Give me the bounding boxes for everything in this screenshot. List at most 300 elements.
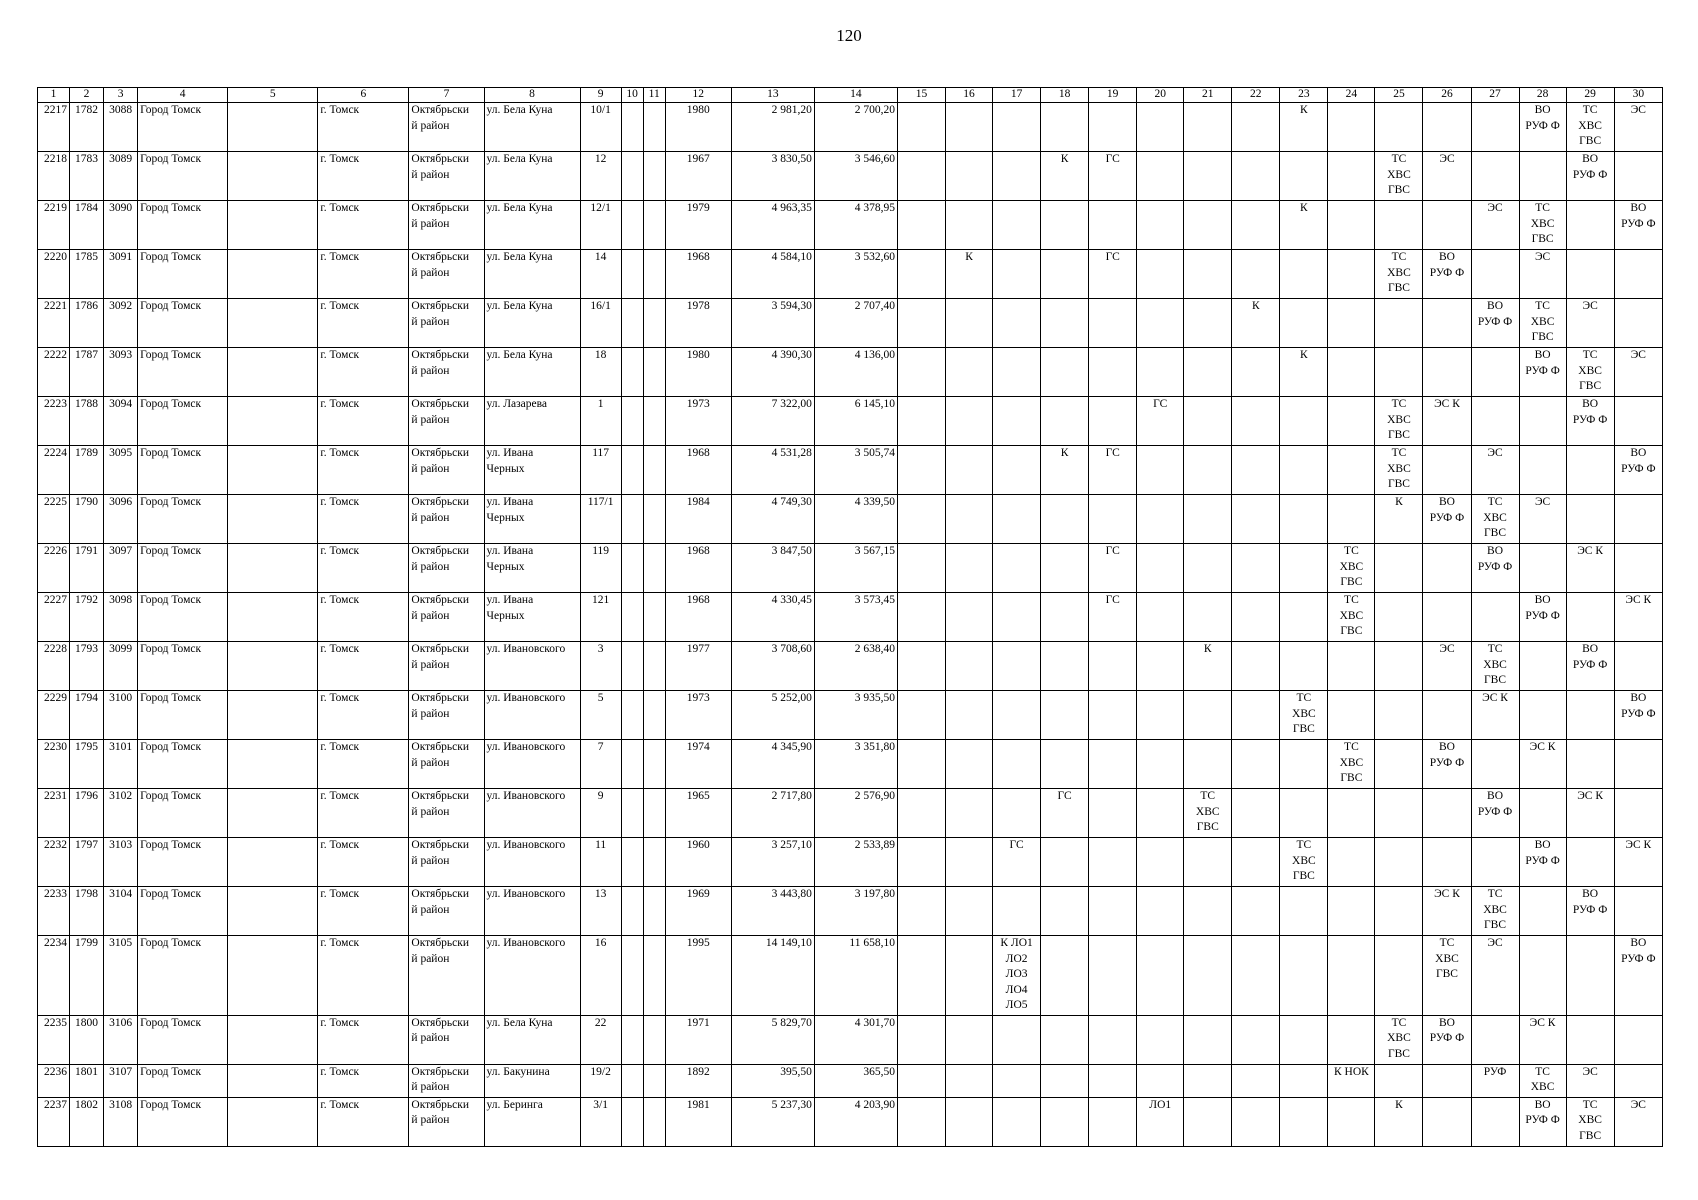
table-cell bbox=[1137, 642, 1184, 691]
table-cell: 117/1 bbox=[580, 495, 621, 544]
table-row bbox=[38, 348, 1663, 397]
table-cell bbox=[643, 838, 665, 887]
table-cell bbox=[993, 397, 1041, 446]
table-cell: 1979 bbox=[665, 201, 731, 250]
table-cell: 3098 bbox=[104, 593, 138, 642]
table-cell bbox=[228, 544, 318, 593]
table-cell bbox=[1280, 544, 1328, 593]
column-header: 26 bbox=[1423, 88, 1471, 103]
table-cell: ЭС bbox=[1519, 495, 1566, 544]
table-cell: г. Томск bbox=[318, 1097, 409, 1146]
table-cell: 1796 bbox=[70, 789, 104, 838]
table-cell: 3101 bbox=[104, 740, 138, 789]
table-cell: Город Томск bbox=[138, 789, 228, 838]
table-cell: ТС ХВС ГВС bbox=[1328, 544, 1375, 593]
table-cell: ул. Бела Куна bbox=[484, 201, 580, 250]
table-cell bbox=[1471, 348, 1519, 397]
table-cell: Город Томск bbox=[138, 250, 228, 299]
table-cell bbox=[1137, 446, 1184, 495]
table-cell: 12 bbox=[580, 152, 621, 201]
table-cell bbox=[1089, 789, 1137, 838]
table-cell: К bbox=[946, 250, 993, 299]
table-cell: 4 584,10 bbox=[731, 250, 814, 299]
table-cell bbox=[1184, 250, 1232, 299]
table-cell: 2218 bbox=[38, 152, 70, 201]
table-cell bbox=[946, 1097, 993, 1146]
table-cell: 1785 bbox=[70, 250, 104, 299]
table-cell bbox=[1232, 1015, 1280, 1064]
table-cell bbox=[1375, 691, 1423, 740]
table-row bbox=[38, 642, 1663, 691]
table-cell: 5 bbox=[580, 691, 621, 740]
table-cell bbox=[1089, 838, 1137, 887]
table-cell: Октябрьски й район bbox=[409, 103, 484, 152]
table-cell bbox=[1566, 201, 1614, 250]
table-cell bbox=[1328, 838, 1375, 887]
table-cell: 4 345,90 bbox=[731, 740, 814, 789]
table-cell bbox=[621, 1064, 643, 1097]
table-cell bbox=[228, 1097, 318, 1146]
table-cell bbox=[1280, 397, 1328, 446]
table-cell bbox=[643, 691, 665, 740]
table-cell: 3 594,30 bbox=[731, 299, 814, 348]
table-row bbox=[38, 691, 1663, 740]
table-cell: К bbox=[1375, 1097, 1423, 1146]
table-cell bbox=[1184, 397, 1232, 446]
table-cell bbox=[643, 1064, 665, 1097]
table-cell: ВО РУФ Ф bbox=[1566, 397, 1614, 446]
table-row bbox=[38, 103, 1663, 152]
table-cell bbox=[946, 299, 993, 348]
table-cell: 4 203,90 bbox=[814, 1097, 897, 1146]
table-cell: ГС bbox=[1089, 544, 1137, 593]
table-cell: ЭС bbox=[1614, 103, 1662, 152]
table-cell: Город Томск bbox=[138, 593, 228, 642]
table-cell: Город Томск bbox=[138, 397, 228, 446]
table-cell: г. Томск bbox=[318, 1064, 409, 1097]
table-cell bbox=[228, 152, 318, 201]
table-cell bbox=[621, 446, 643, 495]
table-cell bbox=[1614, 740, 1662, 789]
table-cell bbox=[228, 740, 318, 789]
table-cell: 14 149,10 bbox=[731, 936, 814, 1016]
table-cell: г. Томск bbox=[318, 299, 409, 348]
table-cell: К ЛО1 ЛО2 ЛО3 ЛО4 ЛО5 bbox=[993, 936, 1041, 1016]
table-cell: Октябрьски й район bbox=[409, 740, 484, 789]
table-cell: ЭС К bbox=[1423, 397, 1471, 446]
table-cell bbox=[1328, 103, 1375, 152]
table-cell: ул. Ивана Черных bbox=[484, 446, 580, 495]
table-cell: 4 301,70 bbox=[814, 1015, 897, 1064]
table-cell: 3 573,45 bbox=[814, 593, 897, 642]
column-header: 14 bbox=[814, 88, 897, 103]
table-cell bbox=[1375, 887, 1423, 936]
table-cell: 22 bbox=[580, 1015, 621, 1064]
table-cell: г. Томск bbox=[318, 691, 409, 740]
table-cell bbox=[1375, 103, 1423, 152]
table-cell bbox=[1614, 544, 1662, 593]
column-header: 7 bbox=[409, 88, 484, 103]
table-cell bbox=[1328, 789, 1375, 838]
table-cell bbox=[1614, 299, 1662, 348]
table-cell bbox=[1328, 936, 1375, 1016]
table-cell: 4 749,30 bbox=[731, 495, 814, 544]
table-cell: ГС bbox=[1089, 250, 1137, 299]
table-cell bbox=[1471, 152, 1519, 201]
table-cell: 3103 bbox=[104, 838, 138, 887]
table-cell bbox=[1519, 544, 1566, 593]
table-cell: 2217 bbox=[38, 103, 70, 152]
table-cell bbox=[946, 838, 993, 887]
table-cell bbox=[228, 103, 318, 152]
table-cell bbox=[897, 544, 945, 593]
table-cell bbox=[1280, 1064, 1328, 1097]
table-cell: 2 707,40 bbox=[814, 299, 897, 348]
table-cell: ул. Бела Куна bbox=[484, 1015, 580, 1064]
table-cell: ТС ХВС ГВС bbox=[1423, 936, 1471, 1016]
table-cell: ТС ХВС ГВС bbox=[1328, 740, 1375, 789]
table-cell bbox=[228, 642, 318, 691]
table-cell bbox=[643, 789, 665, 838]
table-cell bbox=[1041, 936, 1089, 1016]
table-cell: 1977 bbox=[665, 642, 731, 691]
table-cell: 3 505,74 bbox=[814, 446, 897, 495]
table-cell: ТС ХВС ГВС bbox=[1184, 789, 1232, 838]
table-cell: Город Томск bbox=[138, 544, 228, 593]
table-cell: Город Томск bbox=[138, 495, 228, 544]
table-cell bbox=[1232, 348, 1280, 397]
table-cell bbox=[1137, 544, 1184, 593]
table-cell bbox=[228, 495, 318, 544]
table-cell: ЭС К bbox=[1519, 1015, 1566, 1064]
table-cell bbox=[1375, 789, 1423, 838]
table-cell bbox=[897, 495, 945, 544]
table-cell: 1795 bbox=[70, 740, 104, 789]
table-cell: ТС ХВС ГВС bbox=[1375, 446, 1423, 495]
table-cell bbox=[1137, 495, 1184, 544]
table-cell: Октябрьски й район bbox=[409, 642, 484, 691]
table-cell bbox=[228, 397, 318, 446]
table-cell bbox=[1471, 397, 1519, 446]
table-cell bbox=[1232, 887, 1280, 936]
table-cell bbox=[1280, 152, 1328, 201]
table-row bbox=[38, 495, 1663, 544]
table-cell: ЭС К bbox=[1423, 887, 1471, 936]
table-cell: ЭС К bbox=[1471, 691, 1519, 740]
table-cell bbox=[1137, 1015, 1184, 1064]
table-cell bbox=[1137, 201, 1184, 250]
table-cell bbox=[1280, 593, 1328, 642]
table-cell: 119 bbox=[580, 544, 621, 593]
table-cell: 11 bbox=[580, 838, 621, 887]
table-cell: К bbox=[1232, 299, 1280, 348]
table-cell: Октябрьски й район bbox=[409, 495, 484, 544]
column-header: 3 bbox=[104, 88, 138, 103]
table-cell: 1798 bbox=[70, 887, 104, 936]
table-cell: 2232 bbox=[38, 838, 70, 887]
table-cell bbox=[643, 544, 665, 593]
table-cell: ТС ХВС ГВС bbox=[1471, 642, 1519, 691]
table-cell bbox=[228, 936, 318, 1016]
table-cell: 11 658,10 bbox=[814, 936, 897, 1016]
table-cell: ТС ХВС ГВС bbox=[1566, 103, 1614, 152]
table-cell: 2230 bbox=[38, 740, 70, 789]
table-cell bbox=[1137, 838, 1184, 887]
table-cell: К bbox=[1280, 348, 1328, 397]
table-cell: 3108 bbox=[104, 1097, 138, 1146]
table-cell bbox=[1423, 1097, 1471, 1146]
table-cell bbox=[228, 838, 318, 887]
column-header: 10 bbox=[621, 88, 643, 103]
table-cell bbox=[946, 740, 993, 789]
table-cell bbox=[1328, 446, 1375, 495]
table-cell bbox=[1423, 446, 1471, 495]
table-cell bbox=[1184, 1064, 1232, 1097]
table-cell bbox=[1614, 495, 1662, 544]
table-cell: ГС bbox=[1089, 593, 1137, 642]
table-cell bbox=[1232, 838, 1280, 887]
table-cell: ул. Бела Куна bbox=[484, 103, 580, 152]
table-cell: 395,50 bbox=[731, 1064, 814, 1097]
column-header: 9 bbox=[580, 88, 621, 103]
table-cell: ВО РУФ Ф bbox=[1614, 446, 1662, 495]
table-cell bbox=[1137, 593, 1184, 642]
table-cell: Октябрьски й район bbox=[409, 593, 484, 642]
table-cell bbox=[993, 446, 1041, 495]
table-cell: 2 700,20 bbox=[814, 103, 897, 152]
table-cell: г. Томск bbox=[318, 495, 409, 544]
table-cell: ЭС bbox=[1423, 152, 1471, 201]
table-cell bbox=[1614, 250, 1662, 299]
table-cell: 19/2 bbox=[580, 1064, 621, 1097]
table-cell: К bbox=[1280, 103, 1328, 152]
table-cell bbox=[1184, 593, 1232, 642]
table-cell: ТС ХВС ГВС bbox=[1471, 495, 1519, 544]
table-cell: ВО РУФ Ф bbox=[1566, 642, 1614, 691]
column-header: 29 bbox=[1566, 88, 1614, 103]
table-cell: ул. Ивановского bbox=[484, 691, 580, 740]
table-cell bbox=[1328, 887, 1375, 936]
table-cell bbox=[1184, 348, 1232, 397]
table-cell: 1782 bbox=[70, 103, 104, 152]
table-cell bbox=[1328, 642, 1375, 691]
table-cell: 1974 bbox=[665, 740, 731, 789]
table-cell bbox=[1566, 838, 1614, 887]
table-cell: 1797 bbox=[70, 838, 104, 887]
table-cell bbox=[1232, 1097, 1280, 1146]
table-cell: 1793 bbox=[70, 642, 104, 691]
table-cell: ВО РУФ Ф bbox=[1519, 1097, 1566, 1146]
table-cell bbox=[993, 642, 1041, 691]
column-header: 11 bbox=[643, 88, 665, 103]
table-cell bbox=[1041, 299, 1089, 348]
table-cell: Город Томск bbox=[138, 740, 228, 789]
table-cell: 1801 bbox=[70, 1064, 104, 1097]
table-cell bbox=[621, 936, 643, 1016]
table-cell bbox=[621, 740, 643, 789]
table-cell bbox=[1184, 691, 1232, 740]
table-cell: ТС ХВС ГВС bbox=[1375, 397, 1423, 446]
table-cell: 3 567,15 bbox=[814, 544, 897, 593]
table-cell bbox=[1041, 1015, 1089, 1064]
table-cell: ВО РУФ Ф bbox=[1614, 201, 1662, 250]
table-cell bbox=[946, 642, 993, 691]
table-cell bbox=[1566, 936, 1614, 1016]
table-cell bbox=[643, 299, 665, 348]
table-cell: ЭС bbox=[1566, 1064, 1614, 1097]
column-header: 4 bbox=[138, 88, 228, 103]
table-cell: Октябрьски й район bbox=[409, 299, 484, 348]
table-cell: 1973 bbox=[665, 691, 731, 740]
column-header: 23 bbox=[1280, 88, 1328, 103]
table-cell: 1 bbox=[580, 397, 621, 446]
table-cell bbox=[993, 1064, 1041, 1097]
table-cell: 3100 bbox=[104, 691, 138, 740]
column-header: 22 bbox=[1232, 88, 1280, 103]
table-cell: РУФ bbox=[1471, 1064, 1519, 1097]
table-cell: Город Томск bbox=[138, 936, 228, 1016]
table-cell bbox=[1566, 691, 1614, 740]
table-cell bbox=[1519, 887, 1566, 936]
table-row bbox=[38, 397, 1663, 446]
table-cell: 1800 bbox=[70, 1015, 104, 1064]
table-cell bbox=[1137, 691, 1184, 740]
table-cell: Октябрьски й район bbox=[409, 1097, 484, 1146]
table-row bbox=[38, 936, 1663, 1016]
table-cell bbox=[993, 299, 1041, 348]
table-cell: ВО РУФ Ф bbox=[1423, 1015, 1471, 1064]
table-cell: Октябрьски й район bbox=[409, 348, 484, 397]
table-cell: ВО РУФ Ф bbox=[1519, 103, 1566, 152]
table-cell bbox=[1089, 936, 1137, 1016]
table-cell: 4 378,95 bbox=[814, 201, 897, 250]
table-cell bbox=[1423, 103, 1471, 152]
table-cell: 2 533,89 bbox=[814, 838, 897, 887]
table-cell: ВО РУФ Ф bbox=[1614, 691, 1662, 740]
table-cell: 2 576,90 bbox=[814, 789, 897, 838]
table-cell: Город Томск bbox=[138, 201, 228, 250]
table-cell: 2222 bbox=[38, 348, 70, 397]
table-cell bbox=[1184, 936, 1232, 1016]
table-cell: 2228 bbox=[38, 642, 70, 691]
table-cell bbox=[946, 152, 993, 201]
table-cell: 12/1 bbox=[580, 201, 621, 250]
table-cell bbox=[897, 887, 945, 936]
table-row bbox=[38, 201, 1663, 250]
table-cell: ТС ХВС bbox=[1519, 1064, 1566, 1097]
table-cell: 1984 bbox=[665, 495, 731, 544]
table-cell: 16 bbox=[580, 936, 621, 1016]
table-cell bbox=[1519, 691, 1566, 740]
table-cell bbox=[1566, 250, 1614, 299]
table-cell: 2229 bbox=[38, 691, 70, 740]
table-cell bbox=[1375, 348, 1423, 397]
table-cell bbox=[897, 593, 945, 642]
table-cell: К bbox=[1041, 152, 1089, 201]
table-cell bbox=[1614, 642, 1662, 691]
table-cell: 3102 bbox=[104, 789, 138, 838]
table-cell bbox=[1519, 642, 1566, 691]
table-cell bbox=[1328, 397, 1375, 446]
table-row bbox=[38, 544, 1663, 593]
table-cell bbox=[643, 1015, 665, 1064]
table-cell: ВО РУФ Ф bbox=[1471, 544, 1519, 593]
table-cell bbox=[228, 593, 318, 642]
column-header: 18 bbox=[1041, 88, 1089, 103]
table-cell: 1789 bbox=[70, 446, 104, 495]
table-cell: Октябрьски й район bbox=[409, 936, 484, 1016]
table-cell bbox=[1184, 446, 1232, 495]
column-header: 15 bbox=[897, 88, 945, 103]
table-cell bbox=[1232, 250, 1280, 299]
table-cell bbox=[1566, 1015, 1614, 1064]
table-cell bbox=[1184, 495, 1232, 544]
table-cell bbox=[621, 103, 643, 152]
table-cell bbox=[643, 152, 665, 201]
table-cell bbox=[621, 250, 643, 299]
table-cell: ВО РУФ Ф bbox=[1423, 740, 1471, 789]
table-cell: ТС ХВС ГВС bbox=[1280, 838, 1328, 887]
table-cell: Город Томск bbox=[138, 642, 228, 691]
table-cell bbox=[1423, 1064, 1471, 1097]
table-cell: ЭС bbox=[1471, 936, 1519, 1016]
table-cell bbox=[946, 691, 993, 740]
table-cell: 2224 bbox=[38, 446, 70, 495]
table-cell: 1980 bbox=[665, 348, 731, 397]
table-cell: 3 830,50 bbox=[731, 152, 814, 201]
table-cell: 2 638,40 bbox=[814, 642, 897, 691]
table-body bbox=[38, 103, 1663, 1147]
table-row bbox=[38, 740, 1663, 789]
table-cell: 13 bbox=[580, 887, 621, 936]
table-cell bbox=[1280, 495, 1328, 544]
table-cell bbox=[1232, 642, 1280, 691]
table-row bbox=[38, 446, 1663, 495]
table-cell: 1788 bbox=[70, 397, 104, 446]
table-cell: ЭС К bbox=[1614, 838, 1662, 887]
table-cell bbox=[1184, 1015, 1232, 1064]
table-cell: 3105 bbox=[104, 936, 138, 1016]
table-cell: ВО РУФ Ф bbox=[1519, 593, 1566, 642]
table-cell bbox=[993, 495, 1041, 544]
table-cell bbox=[1328, 250, 1375, 299]
table-cell bbox=[1328, 299, 1375, 348]
table-cell bbox=[897, 740, 945, 789]
table-cell bbox=[946, 887, 993, 936]
table-cell bbox=[228, 789, 318, 838]
table-cell bbox=[621, 299, 643, 348]
table-cell: 1978 bbox=[665, 299, 731, 348]
table-cell: ВО РУФ Ф bbox=[1614, 936, 1662, 1016]
table-cell bbox=[1423, 348, 1471, 397]
table-cell: ЭС bbox=[1614, 1097, 1662, 1146]
table-cell: 2236 bbox=[38, 1064, 70, 1097]
table-cell: Октябрьски й район bbox=[409, 1015, 484, 1064]
column-header: 1 bbox=[38, 88, 70, 103]
column-header: 12 bbox=[665, 88, 731, 103]
table-cell: Город Томск bbox=[138, 887, 228, 936]
table-cell bbox=[1041, 250, 1089, 299]
table-cell bbox=[1614, 789, 1662, 838]
table-cell: 2233 bbox=[38, 887, 70, 936]
table-cell: 4 136,00 bbox=[814, 348, 897, 397]
table-cell bbox=[1519, 152, 1566, 201]
table-cell bbox=[1089, 1064, 1137, 1097]
table-cell: ВО РУФ Ф bbox=[1519, 838, 1566, 887]
table-cell bbox=[1232, 152, 1280, 201]
table-cell: ул. Беринга bbox=[484, 1097, 580, 1146]
table-cell: 1980 bbox=[665, 103, 731, 152]
